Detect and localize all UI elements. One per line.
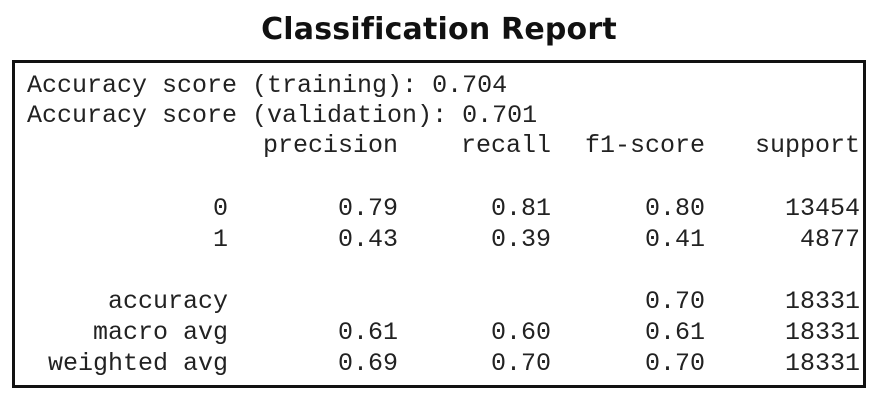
cell-recall: 0.39 — [490, 225, 551, 254]
header-support: support — [754, 131, 860, 160]
cell-support: 13454 — [784, 194, 860, 223]
cell-recall: 0.81 — [490, 194, 551, 223]
cell-precision: 0.43 — [337, 225, 398, 254]
cell-precision: 0.61 — [337, 318, 398, 347]
classification-report-panel — [12, 60, 866, 388]
cell-support: 4877 — [799, 225, 860, 254]
cell-f1-score: 0.41 — [644, 225, 705, 254]
training-accuracy-value: 0.704 — [432, 71, 508, 100]
validation-accuracy-label: Accuracy score (validation): — [27, 101, 448, 130]
page-title: Classification Report — [261, 12, 617, 47]
row-label: accuracy — [107, 287, 228, 316]
cell-precision: 0.69 — [337, 349, 398, 378]
validation-accuracy-value: 0.701 — [462, 101, 538, 130]
cell-support: 18331 — [784, 349, 860, 378]
cell-recall: 0.60 — [490, 318, 551, 347]
row-label: weighted avg — [47, 349, 228, 378]
cell-recall: 0.70 — [490, 349, 551, 378]
cell-f1-score: 0.80 — [644, 194, 705, 223]
training-accuracy-label: Accuracy score (training): — [27, 71, 418, 100]
cell-support: 18331 — [784, 318, 860, 347]
row-label: macro avg — [92, 318, 228, 347]
cell-f1-score: 0.70 — [644, 349, 705, 378]
cell-support: 18331 — [784, 287, 860, 316]
row-label: 1 — [212, 225, 228, 254]
cell-precision: 0.79 — [337, 194, 398, 223]
header-f1-score: f1-score — [584, 131, 705, 160]
validation-accuracy-line — [27, 100, 537, 131]
cell-f1-score: 0.70 — [644, 287, 705, 316]
header-precision: precision — [262, 131, 398, 160]
row-label: 0 — [212, 194, 228, 223]
training-accuracy-line — [27, 70, 507, 101]
cell-f1-score: 0.61 — [644, 318, 705, 347]
header-recall: recall — [460, 131, 551, 160]
